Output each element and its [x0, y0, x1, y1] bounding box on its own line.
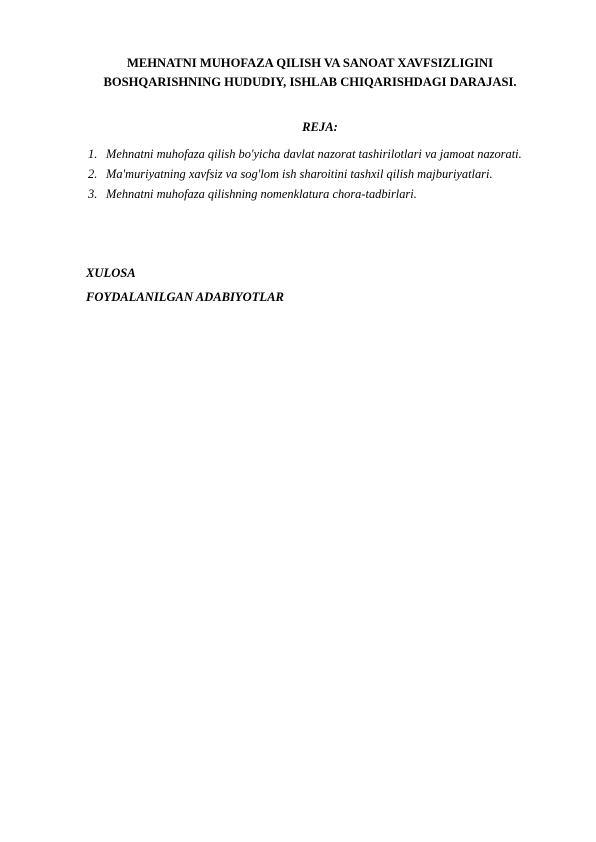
plan-item-number: 2.: [88, 167, 98, 181]
title-line-1: MEHNATNI MUHOFAZA QILISH VA SANOAT XAVFSIZLIGINI: [126, 56, 494, 70]
page-title: [60, 54, 560, 92]
plan-heading: REJA:: [302, 120, 338, 134]
plan-item-3: [88, 184, 558, 204]
conclusion-heading: XULOSA: [86, 266, 136, 280]
plan-item-1: [88, 144, 558, 164]
title-line-2: BOSHQARISHNING HUDUDIY, ISHLAB CHIQARISHDAGI DARAJASI.: [103, 75, 517, 89]
plan-item-number: 3.: [88, 187, 98, 201]
plan-item-2: [88, 164, 558, 184]
plan-list: [88, 144, 558, 204]
plan-item-number: 1.: [88, 147, 98, 161]
references-heading: FOYDALANILGAN ADABIYOTLAR: [86, 290, 284, 304]
plan-item-text: Ma'muriyatning xavfsiz va sog'lom ish sharoitini tashxil qilish majburiyatlari.: [106, 167, 493, 181]
plan-item-text: Mehnatni muhofaza qilishning nomenklatura chora-tadbirlari.: [106, 187, 417, 201]
plan-item-text: Mehnatni muhofaza qilish bo'yicha davlat nazorat tashirilotlari va jamoat nazorati.: [106, 147, 522, 161]
